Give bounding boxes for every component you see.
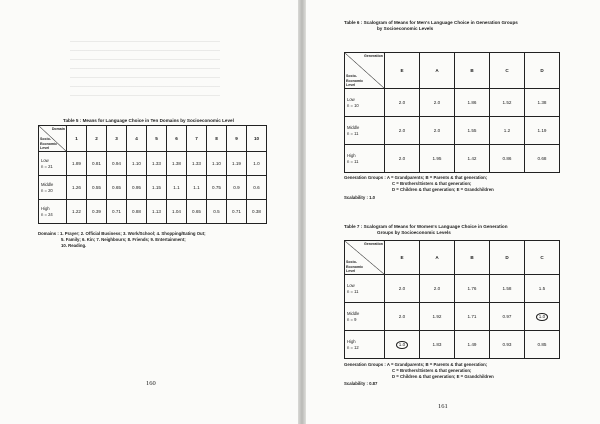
table-cell: 1.76: [455, 275, 490, 303]
table-cell: 1.38: [525, 89, 560, 117]
table-cell: 0.94: [107, 152, 127, 176]
table6: [344, 52, 560, 173]
table-cell: 1.58: [490, 275, 525, 303]
table6-corner-cell: Generation Socio- Economic Level: [346, 54, 383, 87]
table-cell: 1.10: [207, 152, 227, 176]
left-page: [0, 0, 298, 424]
table-cell: 1.1: [167, 176, 187, 200]
table-cell: 2.0: [385, 89, 420, 117]
table5-header-cell: 4: [127, 126, 147, 152]
table-cell: 0.65: [107, 176, 127, 200]
table-cell: 1.5: [525, 275, 560, 303]
circled-value: 1.0: [396, 341, 407, 349]
table-cell: [385, 331, 420, 359]
table-cell: 0.97: [490, 303, 525, 331]
page-number-right: 161: [438, 403, 448, 410]
table-cell: 1.15: [147, 176, 167, 200]
table7-header-cell: E: [385, 241, 420, 275]
table7-header-cell: D: [490, 241, 525, 275]
table-row: [345, 275, 560, 303]
table-cell: 1.33: [147, 152, 167, 176]
right-page: [306, 0, 600, 424]
table-cell: 0.6: [247, 176, 267, 200]
table5-header-cell: 8: [207, 126, 227, 152]
row-label: Middle n = 11: [345, 117, 385, 145]
table-cell: 1.89: [67, 152, 87, 176]
table6-header-cell: C: [490, 53, 525, 89]
table7-corner-cell: Generation Socio- Economic Level: [346, 242, 383, 273]
table-cell: 1.86: [455, 89, 490, 117]
table5-domains-note: Domains : 1. Prayer; 2. Official Business; 3. Work/School; 4. Shopping/Eating Out; 5. Family; 6. Kin; 7. Neighbours; 8. Friends; 9. Entertainment; 10. Reading.: [38, 231, 206, 248]
table-row: [345, 145, 560, 173]
table-cell: 0.93: [490, 331, 525, 359]
table6-generation-groups-note: Generation Groups : A = Grandparents; B = Parents & that generation; C = Brothers/Sisters & that generation; D = Children & that generation; E = Grandchildren: [344, 175, 494, 192]
corner-row-label: Socio- Economic Level: [346, 74, 364, 87]
table-cell: 1.52: [490, 89, 525, 117]
row-label: Middle n = 20: [39, 176, 67, 200]
table-cell: 1.0: [247, 152, 267, 176]
table-cell: 1.26: [67, 176, 87, 200]
table-cell: 0.81: [87, 152, 107, 176]
circled-value: 1.0: [536, 313, 547, 321]
table-row: [345, 117, 560, 145]
page-number-left: 160: [146, 380, 156, 387]
table-cell: 2.0: [420, 117, 455, 145]
table-cell: 1.2: [490, 117, 525, 145]
table6-scalability: Scalability : 1.0: [344, 195, 376, 200]
table-cell: 1.42: [455, 145, 490, 173]
row-label: High n = 12: [345, 331, 385, 359]
table-cell: 0.88: [127, 200, 147, 224]
table5-header-cell: 10: [247, 126, 267, 152]
table-cell: 1.55: [455, 117, 490, 145]
table5-header-cell: 5: [147, 126, 167, 152]
table-cell: 0.65: [187, 200, 207, 224]
table7-generation-groups-note: Generation Groups : A = Grandparents; B = Parents & that generation; C = Brothers/Sisters & that generation; D = Children & that generation; E = Grandchildren: [344, 362, 494, 379]
table7-header-cell: B: [455, 241, 490, 275]
table6-header-cell: B: [455, 53, 490, 89]
table7: [344, 240, 560, 359]
table-cell: 1.1: [187, 176, 207, 200]
table-cell: 2.0: [420, 89, 455, 117]
table-cell: 1.83: [420, 331, 455, 359]
table5-header-cell: 1: [67, 126, 87, 152]
table-cell: 1.19: [525, 117, 560, 145]
table7-caption: Table 7 : Scalogram of Means for Women's Language Choice in Generation Groups by Socioeconomic Levels: [344, 224, 508, 235]
table6-header-cell: E: [385, 53, 420, 89]
corner-row-label: Socio- Economic Level: [346, 260, 364, 273]
table-cell: 1.38: [167, 152, 187, 176]
table-cell: 1.33: [187, 152, 207, 176]
table5-header-cell: 3: [107, 126, 127, 152]
table-cell: 0.9: [227, 176, 247, 200]
table5-caption: Table 5 : Means for Language Choice in Ten Domains by Socioeconomic Level: [63, 118, 234, 123]
book-spine: [298, 0, 306, 424]
table7-header-cell: A: [420, 241, 455, 275]
table-cell: 0.71: [227, 200, 247, 224]
table-cell: 0.95: [127, 176, 147, 200]
table-cell: 2.0: [385, 117, 420, 145]
row-label: Low n = 11: [345, 275, 385, 303]
table-row: [39, 176, 267, 200]
table5: [38, 125, 267, 224]
table-row: [39, 152, 267, 176]
table7-header-row: [345, 241, 560, 275]
table7-scalability: Scalability : 0.87: [344, 381, 378, 386]
table5-header-cell: 7: [187, 126, 207, 152]
row-label: High n = 11: [345, 145, 385, 173]
table-cell: 0.39: [87, 200, 107, 224]
table6-header-cell: A: [420, 53, 455, 89]
table-cell: 1.13: [147, 200, 167, 224]
table6-header-cell: D: [525, 53, 560, 89]
table-cell: [525, 303, 560, 331]
table-cell: 1.22: [67, 200, 87, 224]
table-cell: 0.55: [87, 176, 107, 200]
table5-header-row: [39, 126, 267, 152]
table-cell: 0.68: [525, 145, 560, 173]
table-cell: 1.92: [420, 303, 455, 331]
table-cell: 2.0: [385, 275, 420, 303]
row-label: Low n = 21: [39, 152, 67, 176]
table5-header-cell: 2: [87, 126, 107, 152]
row-label: Middle n = 9: [345, 303, 385, 331]
bleed-through-shadow: [70, 36, 220, 96]
table6-header-row: [345, 53, 560, 89]
table-cell: 1.10: [127, 152, 147, 176]
table-cell: 1.04: [167, 200, 187, 224]
table-cell: 0.85: [525, 331, 560, 359]
table-cell: 0.75: [207, 176, 227, 200]
table-cell: 2.0: [420, 275, 455, 303]
row-label: High n = 24: [39, 200, 67, 224]
table-cell: 2.0: [385, 303, 420, 331]
row-label: Low n = 10: [345, 89, 385, 117]
table-row: [345, 331, 560, 359]
table-cell: 0.71: [107, 200, 127, 224]
table5-header-cell: 6: [167, 126, 187, 152]
corner-row-label: Socio- Economic Level: [40, 137, 58, 150]
table-cell: 0.38: [247, 200, 267, 224]
table-row: [39, 200, 267, 224]
table-cell: 1.49: [455, 331, 490, 359]
table5-corner-cell: Domain Socio- Economic Level: [40, 127, 65, 150]
table-cell: 2.0: [385, 145, 420, 173]
table-cell: 0.5: [207, 200, 227, 224]
table6-caption: Table 6 : Scalogram of Means for Men's Language Choice in Generation Groups by Socioeconomic Levels: [344, 20, 518, 31]
table5-header-cell: 9: [227, 126, 247, 152]
table-cell: 1.95: [420, 145, 455, 173]
table-row: [345, 303, 560, 331]
table-row: [345, 89, 560, 117]
table-cell: 1.19: [227, 152, 247, 176]
table7-header-cell: C: [525, 241, 560, 275]
table-cell: 0.86: [490, 145, 525, 173]
table-cell: 1.71: [455, 303, 490, 331]
